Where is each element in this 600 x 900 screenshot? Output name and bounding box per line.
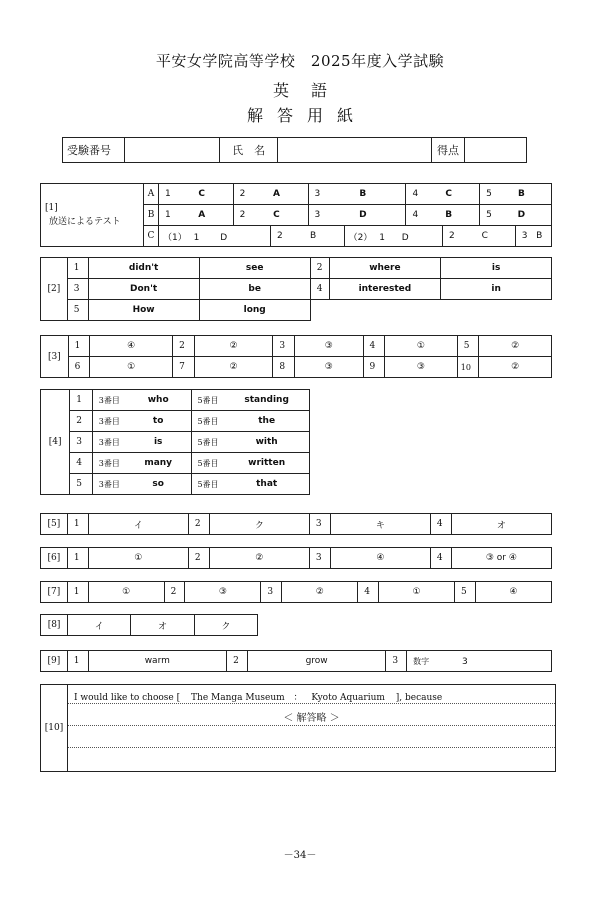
q3-answer: ③ bbox=[294, 336, 363, 357]
q2-table: [2] 1 didn't see 2 where is 3 Don't be 4 interested in 5 How long bbox=[40, 257, 552, 321]
q6-answer: ① bbox=[88, 548, 188, 569]
q1-table: [1] 放送によるテスト A 1 C 2 A 3 B 4 C 5 B B 1 A 2 C 3 D 4 B 5 D C （1） 1 D 2 B （2） 1 D 2 C 3 B bbox=[40, 183, 552, 247]
q2-answer: where bbox=[329, 258, 441, 279]
q7-answer: ② bbox=[282, 582, 358, 603]
q3-answer: ③ bbox=[294, 357, 363, 378]
q9-answer: grow bbox=[247, 651, 385, 672]
q1-answer: D bbox=[517, 210, 526, 220]
q5-table: [5] 1 イ 2 ク 3 キ 4 オ bbox=[40, 513, 552, 535]
q3-answer: ③ bbox=[385, 357, 458, 378]
q8-label: [8] bbox=[41, 615, 68, 636]
q1-row-key: C bbox=[144, 226, 159, 247]
q1-answer: B bbox=[445, 210, 453, 220]
student-info-table bbox=[62, 137, 527, 163]
q7-answer: ① bbox=[88, 582, 164, 603]
q2-answer: be bbox=[199, 279, 310, 300]
q3-label: [3] bbox=[41, 336, 69, 378]
exam-number-label: 受験番号 bbox=[63, 138, 125, 163]
q6-answer: ④ bbox=[330, 548, 430, 569]
q4-answer: is bbox=[126, 432, 192, 453]
q1-answer: D bbox=[359, 210, 367, 220]
q7-answer: ④ bbox=[475, 582, 551, 603]
q10-omitted-note: ＜ 解答略 ＞ bbox=[283, 713, 340, 724]
q1-answer: A bbox=[272, 189, 280, 199]
q6-table: [6] 1 ① 2 ② 3 ④ 4 ③ or ④ bbox=[40, 547, 552, 569]
q3-answer: ② bbox=[194, 357, 273, 378]
q1-answer: B bbox=[536, 231, 543, 241]
q7-table: [7] 1 ① 2 ③ 3 ② 4 ① 5 ④ bbox=[40, 581, 552, 603]
q1-answer: A bbox=[198, 210, 206, 220]
score-label: 得点 bbox=[432, 138, 465, 163]
q5-answer: オ bbox=[451, 514, 551, 535]
q3-answer: ② bbox=[479, 357, 552, 378]
q1-answer: C bbox=[273, 210, 280, 220]
score-field[interactable] bbox=[464, 138, 526, 163]
q3-answer: ② bbox=[194, 336, 273, 357]
name-field[interactable] bbox=[278, 138, 432, 163]
q5-answer: キ bbox=[330, 514, 430, 535]
q4-answer: so bbox=[126, 474, 192, 495]
q9-answer: 3 bbox=[462, 656, 468, 667]
q4-table: [4] 1 3番目 who 5番目 standing 2 3番目 to 5番目 the 3 3番目 is 5番目 with 4 3番目 many 5番目 written 5 3番目 so 5番目 that bbox=[40, 389, 310, 495]
q1-sublabel: 放送によるテスト bbox=[49, 217, 121, 227]
q1-answer: B bbox=[310, 231, 317, 241]
q2-answer: interested bbox=[329, 279, 441, 300]
page-number: －34－ bbox=[283, 850, 317, 861]
q9-label: [9] bbox=[41, 651, 68, 672]
q1-label-cell bbox=[41, 184, 144, 247]
q1-answer: C bbox=[481, 231, 488, 241]
q1-row-key: B bbox=[144, 205, 159, 226]
q7-answer: ① bbox=[379, 582, 455, 603]
q3-answer: ① bbox=[385, 336, 458, 357]
q5-answer: イ bbox=[88, 514, 188, 535]
q1-answer: D bbox=[401, 232, 409, 243]
q10-box bbox=[40, 684, 556, 772]
q1-label: [1] bbox=[45, 203, 58, 213]
q1-answer: C bbox=[198, 189, 205, 199]
exam-title: 平安女学院高等学校 2025年度入学試験 bbox=[155, 52, 445, 70]
subject-title: 英語 bbox=[272, 81, 349, 100]
q2-answer: see bbox=[199, 258, 310, 279]
q2-answer: Don't bbox=[88, 279, 199, 300]
q2-answer: in bbox=[441, 279, 552, 300]
q2-answer: How bbox=[88, 300, 199, 321]
q4-label: [4] bbox=[41, 390, 70, 495]
q4-answer: who bbox=[126, 390, 192, 411]
q8-answer: オ bbox=[131, 615, 194, 636]
name-label: 氏 名 bbox=[219, 138, 277, 163]
q5-answer: ク bbox=[209, 514, 309, 535]
exam-number-field[interactable] bbox=[125, 138, 220, 163]
q2-answer: didn't bbox=[88, 258, 199, 279]
q4-answer: to bbox=[126, 411, 192, 432]
q7-answer: ③ bbox=[185, 582, 261, 603]
sheet-title: 解答用紙 bbox=[246, 106, 367, 125]
q8-answer: イ bbox=[68, 615, 131, 636]
q4-answer: with bbox=[224, 432, 309, 453]
q2-answer: long bbox=[199, 300, 310, 321]
q8-answer: ク bbox=[194, 615, 257, 636]
q4-answer: standing bbox=[224, 390, 309, 411]
q9-table: [9] 1 warm 2 grow 3 数字 3 bbox=[40, 650, 552, 672]
q4-answer: many bbox=[126, 453, 192, 474]
q3-answer: ① bbox=[90, 357, 173, 378]
q7-label: [7] bbox=[41, 582, 68, 603]
q4-answer: the bbox=[224, 411, 309, 432]
q4-answer: that bbox=[224, 474, 309, 495]
q2-label: [2] bbox=[41, 258, 68, 321]
q4-answer: written bbox=[224, 453, 309, 474]
q1-row-key: A bbox=[144, 184, 159, 205]
q6-label: [6] bbox=[41, 548, 68, 569]
q1-answer: D bbox=[220, 232, 228, 243]
q3-table: [3] 1 ④ 2 ② 3 ③ 4 ① 5 ② 6 ① 7 ② 8 ③ 9 ③ 10 ② bbox=[40, 335, 552, 378]
q1-answer: C bbox=[445, 189, 452, 199]
q1-answer: B bbox=[517, 189, 525, 199]
q10-label: [10] bbox=[41, 685, 68, 771]
q2-answer: is bbox=[441, 258, 552, 279]
q10-prompt: I would like to choose [ The Manga Museum ： Kyoto Aquarium ], because bbox=[74, 693, 443, 703]
q8-table bbox=[40, 614, 258, 636]
q3-answer: ② bbox=[479, 336, 552, 357]
q5-label: [5] bbox=[41, 514, 68, 535]
q6-answer: ② bbox=[209, 548, 309, 569]
q3-answer: ④ bbox=[90, 336, 173, 357]
q9-answer: warm bbox=[88, 651, 227, 672]
q1-answer: B bbox=[359, 189, 367, 199]
q6-answer: ③ or ④ bbox=[451, 548, 551, 569]
